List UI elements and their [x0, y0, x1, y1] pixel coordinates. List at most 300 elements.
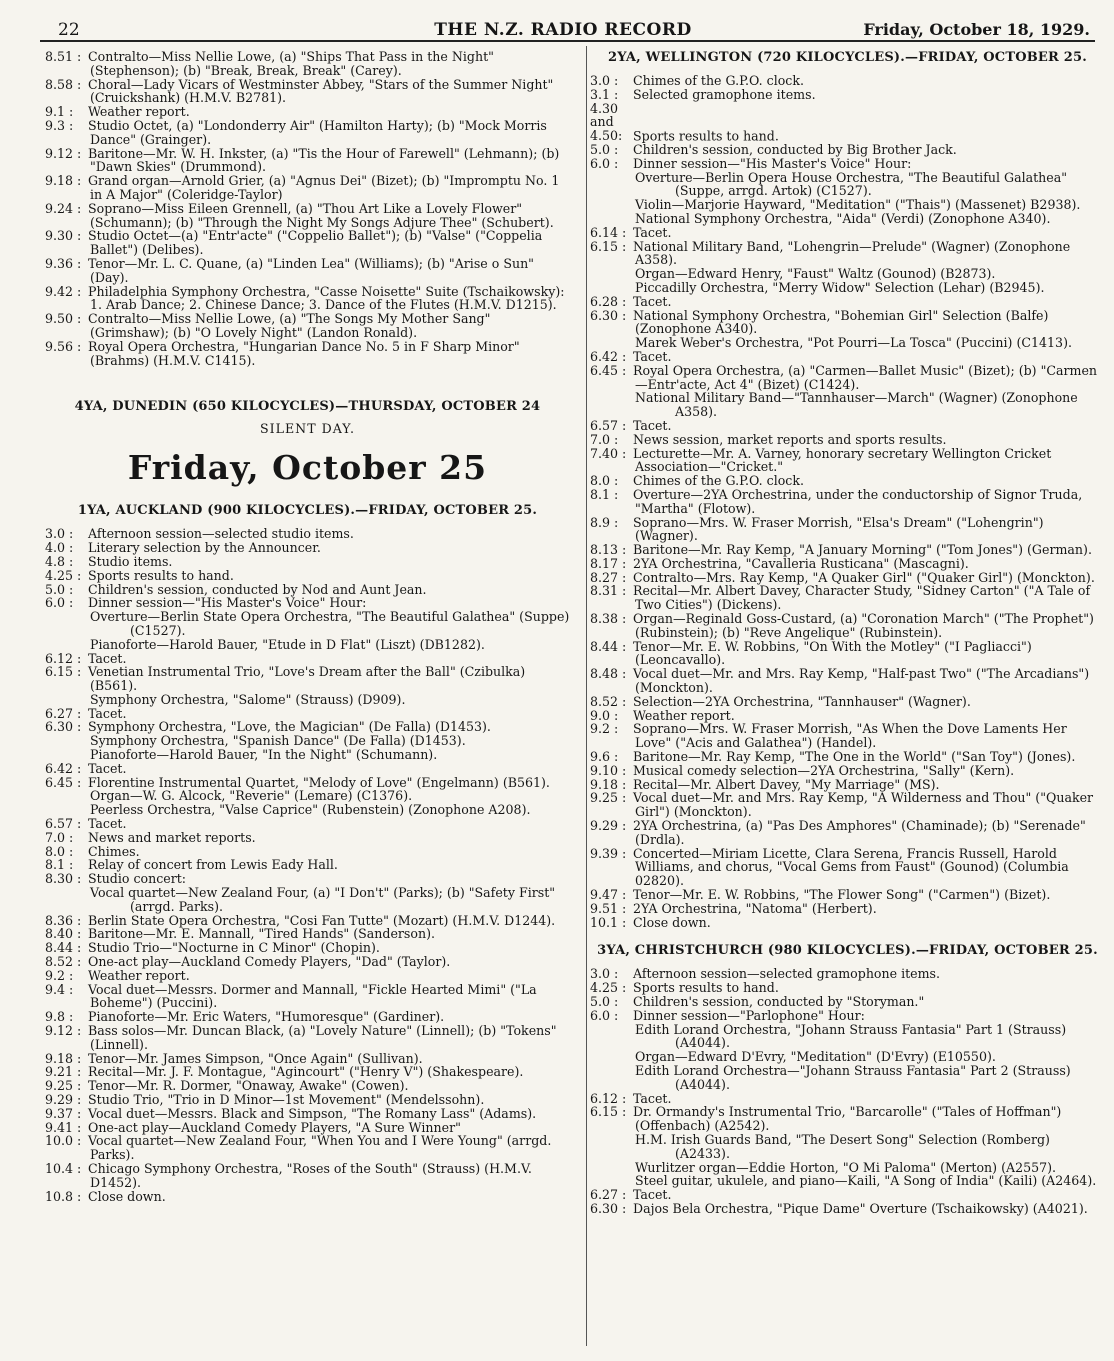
- programme-text: Afternoon session—selected gramophone items.: [633, 966, 941, 982]
- programme-subitem: Marek Weber's Orchestra, "Pot Pourri—La Tosca" (Puccini) (C1413).: [635, 335, 1072, 351]
- programme-text: Royal Opera Orchestra, "Hungarian Dance No. 5 in F Sharp Minor" (Brahms) (H.M.V. C1415).: [88, 338, 520, 368]
- programme-time: 3.0 :: [45, 526, 74, 542]
- programme-item: [45, 78, 570, 106]
- programme-time: 9.10 :: [590, 762, 627, 778]
- programme-time: 9.37 :: [45, 1105, 82, 1121]
- programme-item: [45, 119, 570, 147]
- programme-item: [590, 474, 1105, 488]
- programme-subitem: Edith Lorand Orchestra—"Johann Strauss Fantasia" Part 2 (Strauss) (A4044).: [635, 1062, 1071, 1092]
- programme-time: 8.38 :: [590, 611, 627, 627]
- programme-item: [45, 1010, 570, 1024]
- programme-item: [590, 350, 1105, 364]
- programme-time: 9.42 :: [45, 283, 82, 299]
- programme-time: 8.51 :: [45, 49, 82, 64]
- programme-time: 6.30 :: [590, 1200, 627, 1216]
- programme-text: One-act play—Auckland Comedy Players, "A Sure Winner": [88, 1119, 461, 1135]
- programme-time: 7.0 :: [45, 829, 74, 845]
- programme-item: [45, 569, 570, 583]
- programme-text: Dinner session—"Parlophone" Hour:: [633, 1007, 865, 1023]
- programme-subitem: National Symphony Orchestra, "Aida" (Verdi) (Zonophone A340).: [635, 210, 1051, 226]
- programme-subitem: H.M. Irish Guards Band, "The Desert Song" Selection (Romberg) (A2433).: [635, 1131, 1050, 1161]
- programme-item: [590, 364, 1105, 392]
- programme-item: [45, 941, 570, 955]
- programme-item: [590, 778, 1105, 792]
- programme-text: Venetian Instrumental Trio, "Love's Dream after the Ball" (Czibulka) (B561).: [88, 664, 526, 694]
- programme-time: 6.12 :: [590, 1090, 627, 1106]
- programme-text: News and market reports.: [88, 829, 256, 845]
- programme-item: [45, 1162, 570, 1190]
- programme-text: Weather report.: [633, 707, 735, 723]
- programme-text: Afternoon session—selected studio items.: [88, 526, 354, 542]
- programme-list-3ya: [590, 967, 1105, 1215]
- programme-item: [45, 831, 570, 845]
- silent-day-note: SILENT DAY.: [260, 421, 355, 437]
- programme-text: Children's session, conducted by Big Brother Jack.: [633, 141, 957, 157]
- programme-time: 9.51 :: [590, 900, 627, 916]
- programme-item: [45, 285, 570, 313]
- programme-text: Tacet.: [88, 816, 127, 832]
- programme-item: [590, 667, 1105, 695]
- programme-text: Overture—2YA Orchestrina, under the conductorship of Signor Truda, "Martha" (Flotow).: [633, 486, 1083, 516]
- programme-text: Studio Trio, "Trio in D Minor—1st Movement" (Mendelssohn).: [88, 1092, 485, 1107]
- programme-time: 9.41 :: [45, 1119, 82, 1135]
- programme-time: 6.28 :: [590, 293, 627, 309]
- programme-text: Tenor—Mr. E. W. Robbins, "The Flower Song" ("Carmen") (Bizet).: [633, 887, 1051, 903]
- programme-item: [590, 1092, 1105, 1106]
- programme-item: [590, 981, 1105, 995]
- programme-subitem: Pianoforte—Harold Bauer, "Etude in D Flat" (Liszt) (DB1282).: [90, 636, 485, 652]
- programme-item: [45, 707, 570, 721]
- programme-item: [45, 1190, 570, 1204]
- programme-text: Tacet.: [88, 760, 127, 776]
- programme-item: [590, 309, 1105, 337]
- programme-time: 8.52 :: [45, 954, 82, 970]
- programme-item: [45, 527, 570, 541]
- programme-time: 6.57 :: [590, 417, 627, 433]
- programme-item: [45, 1065, 570, 1079]
- programme-text: Recital—Mr. Albert Davey, "My Marriage" (MS).: [633, 776, 940, 792]
- programme-text: Soprano—Mrs. W. Fraser Morrish, "Elsa's Dream" ("Lohengrin") (Wagner).: [633, 514, 1044, 544]
- programme-time: 9.18 :: [45, 1050, 82, 1066]
- programme-subitem: Pianoforte—Harold Bauer, "In the Night" (Schumann).: [90, 747, 438, 763]
- programme-text: Children's session, conducted by "Storyman.": [633, 994, 925, 1009]
- column-divider: [586, 46, 587, 1346]
- programme-time: 8.1 :: [590, 486, 619, 502]
- programme-text: Recital—Mr. J. F. Montague, "Agincourt" ("Henry V") (Shakespeare).: [88, 1064, 524, 1080]
- programme-item: [45, 845, 570, 859]
- programme-text: Soprano—Miss Eileen Grennell, (a) "Thou Art Like a Lovely Flower" (Schumann); (b) "Through the Night My Songs Adjure Thee" (Schubert).: [88, 200, 554, 230]
- programme-item: [45, 720, 570, 734]
- programme-item: [590, 571, 1105, 585]
- programme-item: [590, 516, 1105, 544]
- programme-item: [590, 888, 1105, 902]
- programme-item: [590, 226, 1105, 240]
- programme-time: 8.44 :: [590, 638, 627, 654]
- programme-time: 6.0 :: [590, 1007, 619, 1023]
- programme-subitem: Wurlitzer organ—Eddie Horton, "O Mi Paloma" (Merton) (A2557).: [635, 1159, 1057, 1175]
- programme-time: 9.36 :: [45, 255, 82, 271]
- programme-time: 9.2 :: [590, 721, 619, 737]
- programme-time: 9.18 :: [45, 173, 82, 189]
- programme-time: 10.8 :: [45, 1188, 82, 1204]
- programme-text: Tenor—Mr. L. C. Quane, (a) "Linden Lea" (Williams); (b) "Arise o Sun" (Day).: [88, 255, 534, 285]
- programme-time: 8.31 :: [590, 583, 627, 599]
- programme-item: [590, 419, 1105, 433]
- programme-time: 8.27 :: [590, 569, 627, 585]
- programme-subitem: Overture—Berlin State Opera Orchestra, "The Beautiful Galathea" (Suppe) (C1527).: [90, 609, 570, 638]
- programme-text: Lecturette—Mr. A. Varney, honorary secretary Wellington Cricket Association—"Cricket.": [633, 445, 1052, 475]
- issue-date: Friday, October 18, 1929.: [863, 20, 1090, 39]
- programme-time: 6.27 :: [590, 1187, 627, 1203]
- page-number: 22: [58, 20, 80, 40]
- programme-time: 5.0 :: [590, 141, 619, 157]
- programme-text: Tacet.: [633, 293, 672, 309]
- programme-item: [590, 295, 1105, 309]
- programme-text: Tacet.: [633, 224, 672, 240]
- programme-text: Chimes.: [88, 843, 140, 859]
- programme-time: 8.36 :: [45, 912, 82, 928]
- station-heading-3ya: 3YA, CHRISTCHURCH (980 KILOCYCLES).—FRIDAY, OCTOBER 25.: [597, 943, 1098, 959]
- programme-item: [45, 340, 570, 368]
- programme-time: 9.6 :: [590, 749, 619, 765]
- programme-time: 6.15 :: [45, 664, 82, 680]
- programme-text: Vocal quartet—New Zealand Four, "When You and I Were Young" (arrgd. Parks).: [88, 1133, 552, 1163]
- programme-text: Baritone—Mr. E. Mannall, "Tired Hands" (Sanderson).: [88, 926, 435, 942]
- programme-text: Chimes of the G.P.O. clock.: [633, 73, 804, 88]
- programme-time: 8.9 :: [590, 514, 619, 530]
- programme-item: [45, 555, 570, 569]
- programme-text: Vocal duet—Mr. and Mrs. Ray Kemp, "Half-past Two" ("The Arcadians") (Monckton).: [633, 666, 1090, 696]
- programme-text: Grand organ—Arnold Grier, (a) "Agnus Dei" (Bizet); (b) "Impromptu No. 1 in A Major" (Coleridge-Taylor): [88, 173, 560, 202]
- programme-item: [45, 1093, 570, 1107]
- programme-subitem: Overture—Berlin Opera House Orchestra, "The Beautiful Galathea" (Suppe, arrgd. Artok) (C1527).: [635, 169, 1068, 199]
- programme-text: Recital—Mr. Albert Davey, Character Study, "Sidney Carton" ("A Tale of Two Cities") (Dickens).: [633, 583, 1091, 613]
- programme-text: Tacet.: [633, 348, 672, 364]
- programme-item: [590, 902, 1105, 916]
- programme-time: 9.25 :: [590, 790, 627, 806]
- programme-time: 9.39 :: [590, 845, 627, 861]
- programme-text: 2YA Orchestrina, (a) "Pas Des Amphores" (Chaminade); (b) "Serenade" (Drdla).: [633, 818, 1086, 847]
- programme-item: [45, 541, 570, 555]
- programme-time: 6.15 :: [590, 1104, 627, 1120]
- programme-subitem: Violin—Marjorie Hayward, "Meditation" ("Thais") (Massenet) B2938).: [635, 197, 1081, 213]
- programme-text: One-act play—Auckland Comedy Players, "Dad" (Taylor).: [88, 954, 451, 970]
- programme-text: News session, market reports and sports results.: [633, 431, 947, 447]
- programme-item: [590, 750, 1105, 764]
- programme-text: Tacet.: [88, 705, 127, 721]
- programme-text: Dinner session—"His Master's Voice" Hour:: [633, 155, 912, 171]
- programme-text: Berlin State Opera Orchestra, "Cosi Fan Tutte" (Mozart) (H.M.V. D1244).: [88, 912, 556, 928]
- programme-text: 2YA Orchestrina, "Natoma" (Herbert).: [633, 900, 877, 916]
- programme-item: [590, 240, 1105, 268]
- programme-time: 9.8 :: [45, 1009, 74, 1025]
- programme-time: 5.0 :: [590, 994, 619, 1009]
- programme-time: 4.25 :: [45, 567, 82, 583]
- programme-text: Dinner session—"His Master's Voice" Hour:: [88, 595, 367, 611]
- programme-time: 6.12 :: [45, 650, 82, 666]
- programme-item: [45, 776, 570, 790]
- programme-time: 9.2 :: [45, 967, 74, 983]
- programme-item: [45, 1052, 570, 1066]
- programme-time: 6.0 :: [45, 595, 74, 611]
- programme-time: 6.45 :: [590, 362, 627, 378]
- day-heading: Friday, October 25: [127, 448, 488, 488]
- programme-text: Concerted—Miriam Licette, Clara Serena, Francis Russell, Harold Williams, and chorus, "Vocal Gems from Faust" (Gounod) (Columbia 02820).: [633, 845, 1069, 889]
- programme-item: [590, 102, 1105, 143]
- programme-time: 9.1 :: [45, 104, 74, 120]
- programme-text: Royal Opera Orchestra, (a) "Carmen—Ballet Music" (Bizet); (b) "Carmen—Entr'acte, Act 4" (Bizet) (C1424).: [633, 362, 1098, 392]
- programme-item: [45, 872, 570, 886]
- programme-time: 9.0 :: [590, 707, 619, 723]
- programme-text: Tacet.: [633, 1187, 672, 1203]
- programme-time: 9.29 :: [590, 818, 627, 834]
- station-heading-1ya: 1YA, AUCKLAND (900 KILOCYCLES).—FRIDAY, OCTOBER 25.: [77, 503, 538, 519]
- programme-item: [590, 695, 1105, 709]
- programme-text: Vocal duet—Messrs. Black and Simpson, "The Romany Lass" (Adams).: [88, 1105, 537, 1121]
- programme-text: Tacet.: [633, 417, 672, 433]
- programme-text: Soprano—Mrs. W. Fraser Morrish, "As When the Dove Laments Her Love" ("Acis and Galathea") (Handel).: [633, 721, 1067, 751]
- left-column: [45, 50, 570, 1203]
- programme-subitem: Piccadilly Orchestra, "Merry Widow" Selection (Lehar) (B2945).: [635, 279, 1045, 295]
- programme-text: Sports results to hand.: [633, 980, 779, 996]
- programme-text: Philadelphia Symphony Orchestra, "Casse Noisette" Suite (Tschaikowsky): 1. Arab Dance; 2. Chinese Dance; 3. Dance of the Flutes (H.M.V. D1215).: [88, 283, 565, 313]
- programme-item: [590, 916, 1105, 930]
- programme-item: [590, 709, 1105, 723]
- programme-time: 4.30 and 4.50:: [590, 100, 623, 144]
- programme-text: Studio Octet, (a) "Londonderry Air" (Hamilton Harty); (b) "Mock Morris Dance" (Grainger).: [88, 117, 547, 147]
- programme-item: [45, 1024, 570, 1052]
- programme-item: [45, 174, 570, 202]
- programme-item: [590, 88, 1105, 102]
- programme-text: Weather report.: [88, 104, 190, 120]
- programme-item: [590, 1202, 1105, 1216]
- programme-item: [45, 50, 570, 78]
- programme-time: 9.12 :: [45, 1023, 82, 1039]
- programme-time: 8.0 :: [45, 843, 74, 859]
- programme-text: Dajos Bela Orchestra, "Pique Dame" Overture (Tschaikowsky) (A4021).: [633, 1200, 1088, 1216]
- programme-time: 8.58 :: [45, 76, 82, 92]
- programme-time: 9.29 :: [45, 1092, 82, 1107]
- programme-item: [45, 596, 570, 610]
- programme-time: 8.40 :: [45, 926, 82, 942]
- programme-text: Contralto—Mrs. Ray Kemp, "A Quaker Girl" ("Quaker Girl") (Monckton).: [633, 569, 1095, 585]
- programme-time: 9.3 :: [45, 117, 74, 133]
- programme-time: 8.48 :: [590, 666, 627, 682]
- programme-text: Contralto—Miss Nellie Lowe, (a) "The Songs My Mother Sang" (Grimshaw); (b) "O Lovely Night" (Landon Ronald).: [88, 311, 491, 340]
- programme-time: 8.52 :: [590, 693, 627, 709]
- programme-text: Baritone—Mr. W. H. Inkster, (a) "Tis the Hour of Farewell" (Lehmann); (b) "Dawn Skies" (Drummond).: [88, 145, 560, 175]
- programme-item: [45, 229, 570, 257]
- programme-item: [590, 819, 1105, 847]
- programme-item: [45, 1121, 570, 1135]
- programme-item: [590, 1009, 1105, 1023]
- programme-time: 10.1 :: [590, 914, 627, 930]
- programme-time: 3.0 :: [590, 966, 619, 982]
- programme-item: [45, 1134, 570, 1162]
- programme-text: Sports results to hand.: [633, 128, 779, 144]
- programme-text: Studio Trio—"Nocturne in C Minor" (Chopin).: [88, 940, 380, 956]
- programme-item: [45, 858, 570, 872]
- programme-time: 3.1 :: [590, 86, 619, 102]
- programme-text: Baritone—Mr. Ray Kemp, "The One in the World" ("San Toy") (Jones).: [633, 749, 1076, 765]
- programme-item: [45, 1079, 570, 1093]
- programme-text: Vocal duet—Mr. and Mrs. Ray Kemp, "A Wilderness and Thou" ("Quaker Girl") (Monckton).: [633, 790, 1094, 820]
- programme-text: National Symphony Orchestra, "Bohemian Girl" Selection (Balfe) (Zonophone A340).: [633, 307, 1049, 337]
- programme-item: [45, 105, 570, 119]
- programme-text: Studio Octet—(a) "Entr'acte" ("Coppelio Ballet"); (b) "Valse" ("Coppelia Ballet") (Delibes).: [88, 228, 543, 258]
- programme-text: Pianoforte—Mr. Eric Waters, "Humoresque" (Gardiner).: [88, 1009, 445, 1025]
- programme-subitem: Steel guitar, ukulele, and piano—Kaili, "A Song of India" (Kaili) (A2464).: [635, 1173, 1097, 1189]
- programme-time: 9.24 :: [45, 200, 82, 216]
- programme-item: [45, 955, 570, 969]
- programme-time: 6.57 :: [45, 816, 82, 832]
- programme-item: [590, 764, 1105, 778]
- programme-text: Weather report.: [88, 967, 190, 983]
- programme-time: 8.1 :: [45, 857, 74, 873]
- programme-text: Tacet.: [88, 650, 127, 666]
- programme-item: [45, 202, 570, 230]
- programme-time: 6.45 :: [45, 774, 82, 790]
- station-heading-4ya: 4YA, DUNEDIN (650 KILOCYCLES)—THURSDAY, OCTOBER 24: [74, 399, 541, 415]
- programme-time: 6.42 :: [590, 348, 627, 364]
- programme-text: Tenor—Mr. R. Dormer, "Onaway, Awake" (Cowen).: [88, 1078, 409, 1094]
- programme-text: Selected gramophone items.: [633, 86, 816, 102]
- programme-time: 10.4 :: [45, 1160, 82, 1176]
- programme-text: Organ—Reginald Goss-Custard, (a) "Coronation March" ("The Prophet") (Rubinstein); (b) "Reve Angelique" (Rubinstein).: [633, 611, 1094, 640]
- programme-subitem: Symphony Orchestra, "Salome" (Strauss) (D909).: [90, 691, 406, 707]
- programme-time: 4.25 :: [590, 980, 627, 996]
- programme-item: [45, 762, 570, 776]
- programme-item: [590, 447, 1105, 475]
- programme-text: Baritone—Mr. Ray Kemp, "A January Morning" ("Tom Jones") (German).: [633, 542, 1092, 558]
- programme-time: 3.0 :: [590, 73, 619, 88]
- programme-time: 9.18 :: [590, 776, 627, 792]
- programme-subitem: Vocal quartet—New Zealand Four, (a) "I Don't" (Parks); (b) "Safety First" (arrgd. Parks).: [90, 885, 556, 914]
- programme-item: [590, 640, 1105, 668]
- programme-time: 6.30 :: [590, 307, 627, 323]
- programme-item: [590, 967, 1105, 981]
- station-heading-2ya: 2YA, WELLINGTON (720 KILOCYCLES).—FRIDAY, OCTOBER 25.: [607, 50, 1087, 65]
- programme-item: [45, 927, 570, 941]
- programme-subitem: Organ—Edward D'Evry, "Meditation" (D'Evry) (E10550).: [635, 1049, 996, 1065]
- programme-subitem: Organ—W. G. Alcock, "Reverie" (Lemare) (C1376).: [90, 788, 413, 804]
- programme-time: 7.40 :: [590, 445, 627, 461]
- programme-text: Chimes of the G.P.O. clock.: [633, 473, 804, 489]
- programme-list-1ya: [45, 527, 570, 1203]
- programme-item: [590, 488, 1105, 516]
- programme-item: [45, 914, 570, 928]
- programme-text: Choral—Lady Vicars of Westminster Abbey, "Stars of the Summer Night" (Cruickshank) (H.M.V. B2781).: [88, 76, 554, 106]
- programme-time: 10.0 :: [45, 1133, 82, 1149]
- programme-text: Dr. Ormandy's Instrumental Trio, "Barcarolle" ("Tales of Hoffman") (Offenbach) (A2542).: [633, 1104, 1062, 1134]
- programme-item: [45, 147, 570, 175]
- programme-item: [45, 652, 570, 666]
- programme-item: [45, 665, 570, 693]
- programme-subitem: Symphony Orchestra, "Spanish Dance" (De Falla) (D1453).: [90, 733, 466, 749]
- programme-time: 6.30 :: [45, 719, 82, 735]
- programme-item: [590, 543, 1105, 557]
- programme-text: Vocal duet—Messrs. Dormer and Mannall, "Fickle Hearted Mimi" ("La Boheme") (Puccini).: [88, 981, 537, 1011]
- programme-time: 6.27 :: [45, 705, 82, 721]
- programme-time: 8.0 :: [590, 473, 619, 489]
- programme-subitem: National Military Band—"Tannhauser—March" (Wagner) (Zonophone A358).: [635, 390, 1078, 420]
- programme-text: Musical comedy selection—2YA Orchestrina, "Sally" (Kern).: [633, 762, 1015, 778]
- programme-text: Studio items.: [88, 553, 173, 569]
- programme-item: [590, 791, 1105, 819]
- programme-item: [590, 722, 1105, 750]
- programme-item: [590, 433, 1105, 447]
- programme-time: 6.0 :: [590, 155, 619, 171]
- programme-item: [590, 584, 1105, 612]
- programme-item: [590, 143, 1105, 157]
- right-column: [590, 50, 1105, 1216]
- programme-text: Selection—2YA Orchestrina, "Tannhauser" (Wagner).: [633, 693, 971, 709]
- programme-time: 9.25 :: [45, 1078, 82, 1094]
- programme-item: [45, 817, 570, 831]
- programme-item: [590, 995, 1105, 1009]
- programme-item: [590, 1188, 1105, 1202]
- programme-item: [45, 583, 570, 597]
- programme-text: Tenor—Mr. James Simpson, "Once Again" (Sullivan).: [88, 1050, 423, 1066]
- programme-item: [45, 969, 570, 983]
- programme-text: Chicago Symphony Orchestra, "Roses of the South" (Strauss) (H.M.V. D1452).: [88, 1160, 532, 1190]
- programme-time: 5.0 :: [45, 581, 74, 597]
- programme-text: Children's session, conducted by Nod and Aunt Jean.: [88, 581, 427, 597]
- programme-time: 4.0 :: [45, 540, 74, 556]
- programme-time: 6.42 :: [45, 760, 82, 776]
- programme-time: 9.12 :: [45, 145, 82, 161]
- programme-time: 9.47 :: [590, 887, 627, 903]
- programme-item: [590, 847, 1105, 888]
- programme-time: 8.30 :: [45, 871, 82, 887]
- programme-time: 6.15 :: [590, 238, 627, 254]
- programme-text: Tenor—Mr. E. W. Robbins, "On With the Motley" ("I Pagliacci") (Leoncavallo).: [633, 638, 1032, 668]
- programme-text: Literary selection by the Announcer.: [88, 540, 321, 556]
- page-header: [28, 14, 1098, 40]
- programme-time: 8.44 :: [45, 940, 82, 956]
- programme-item: [45, 983, 570, 1011]
- programme-text: National Military Band, "Lohengrin—Prelude" (Wagner) (Zonophone A358).: [633, 238, 1071, 268]
- programme-item: [45, 257, 570, 285]
- programme-text: Studio concert:: [88, 871, 187, 887]
- programme-time: 9.30 :: [45, 228, 82, 244]
- programme-time: 6.14 :: [590, 224, 627, 240]
- programme-item: [590, 557, 1105, 571]
- programme-text: Sports results to hand.: [88, 567, 234, 583]
- programme-subitem: Peerless Orchestra, "Valse Caprice" (Rubenstein) (Zonophone A208).: [90, 802, 531, 818]
- programme-item: [590, 157, 1105, 171]
- programme-text: Contralto—Miss Nellie Lowe, (a) "Ships That Pass in the Night" (Stephenson); (b) "Break, Break, Break" (Carey).: [88, 49, 494, 78]
- programme-text: Close down.: [88, 1188, 166, 1204]
- programme-time: 7.0 :: [590, 431, 619, 447]
- programme-subitem: Edith Lorand Orchestra, "Johann Strauss Fantasia" Part 1 (Strauss) (A4044).: [635, 1021, 1067, 1051]
- programme-text: Relay of concert from Lewis Eady Hall.: [88, 857, 338, 873]
- programme-time: 9.50 :: [45, 311, 82, 327]
- programme-item: [45, 1107, 570, 1121]
- header-rule: [40, 40, 1095, 42]
- programme-item: [590, 74, 1105, 88]
- programme-list-1ya-tail: [45, 50, 570, 367]
- programme-text: Symphony Orchestra, "Love, the Magician" (De Falla) (D1453).: [88, 719, 491, 735]
- programme-item: [590, 612, 1105, 640]
- programme-time: 9.21 :: [45, 1064, 82, 1080]
- programme-time: 8.17 :: [590, 555, 627, 571]
- programme-subitem: Organ—Edward Henry, "Faust" Waltz (Gounod) (B2873).: [635, 266, 996, 282]
- programme-list-2ya: [590, 74, 1105, 929]
- programme-item: [45, 312, 570, 340]
- programme-time: 4.8 :: [45, 553, 74, 569]
- programme-text: Florentine Instrumental Quartet, "Melody of Love" (Engelmann) (B561).: [88, 774, 550, 790]
